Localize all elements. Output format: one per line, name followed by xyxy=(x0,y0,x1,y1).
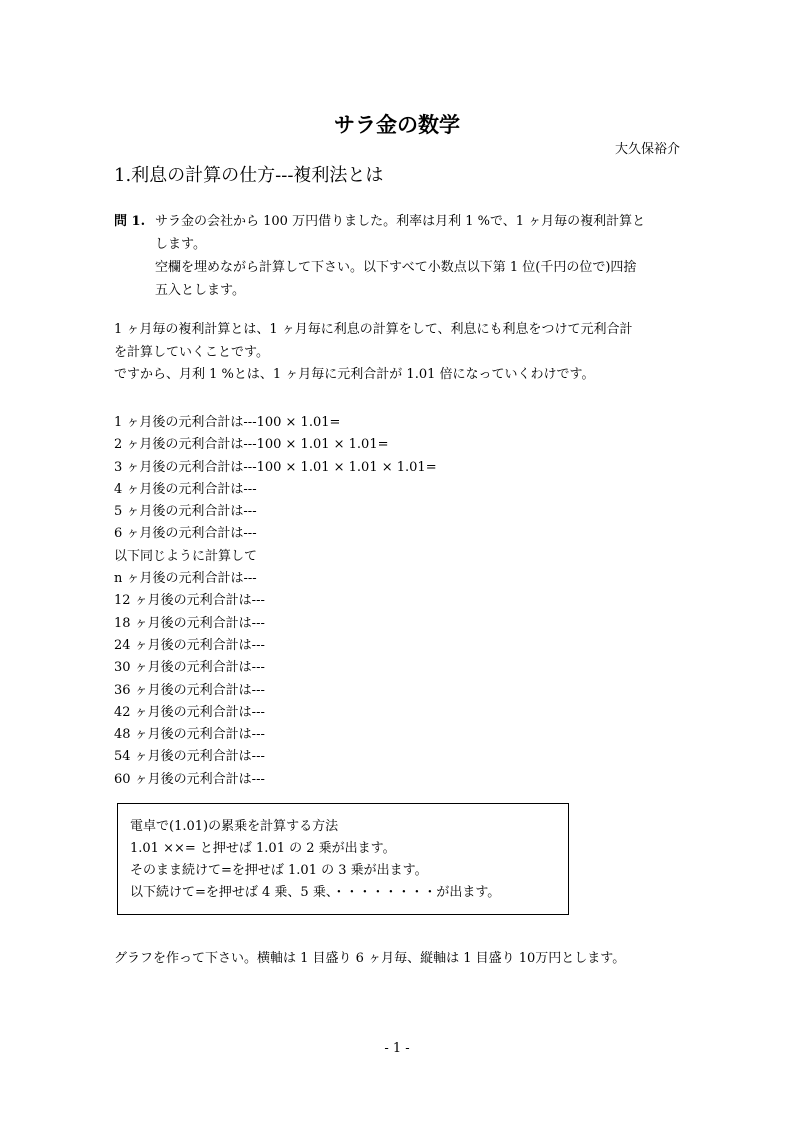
calculation-line: 24 ヶ月後の元利合計は--- xyxy=(114,637,265,653)
calculator-box-line: 電卓で(1.01)の累乗を計算する方法 xyxy=(130,819,339,834)
author-name: 大久保裕介 xyxy=(614,142,680,157)
calculation-line: 54 ヶ月後の元利合計は--- xyxy=(114,749,265,765)
calculation-line: 18 ヶ月後の元利合計は--- xyxy=(114,615,265,631)
document-title: サラ金の数学 xyxy=(334,112,460,137)
problem-body xyxy=(155,210,694,302)
calculation-line: 48 ヶ月後の元利合計は--- xyxy=(114,727,265,743)
calculator-method-box xyxy=(117,803,569,915)
problem-line: 五入とします。 xyxy=(155,283,245,298)
calculation-line: 30 ヶ月後の元利合計は--- xyxy=(114,660,265,676)
graph-instruction: グラフを作って下さい。横軸は 1 目盛り 6 ヶ月毎、縦軸は 1 目盛り 10万円とします。 xyxy=(114,951,626,966)
explanation-line: を計算していくことです。 xyxy=(114,344,269,360)
section-heading: 1.利息の計算の仕方---複利法とは xyxy=(114,165,384,186)
calculation-line: 42 ヶ月後の元利合計は--- xyxy=(114,704,265,720)
explanation-line: ですから、月利 1 %とは、1 ヶ月毎に元利合計が 1.01 倍になっていくわけです。 xyxy=(114,367,595,382)
calculation-line: 以下同じように計算して xyxy=(114,548,258,564)
calculation-line: 4 ヶ月後の元利合計は--- xyxy=(114,481,257,497)
calculation-line: 36 ヶ月後の元利合計は--- xyxy=(114,682,265,698)
calculation-line: 1 ヶ月後の元利合計は---100 × 1.01= xyxy=(114,415,341,430)
calculator-box-line: そのまま続けて=を押せば 1.01 の 3 乗が出ます。 xyxy=(130,863,428,878)
calculation-line: 60 ヶ月後の元利合計は--- xyxy=(114,771,265,787)
calculation-line: 12 ヶ月後の元利合計は--- xyxy=(114,593,265,609)
calculator-box-line: 1.01 ××= と押せば 1.01 の 2 乗が出ます。 xyxy=(130,841,396,856)
calculation-line: 2 ヶ月後の元利合計は---100 × 1.01 × 1.01= xyxy=(114,437,389,453)
problem-label: 問 1. xyxy=(114,214,146,229)
calculation-list xyxy=(114,412,694,791)
calculator-box-line: 以下続けて=を押せば 4 乗、5 乗、・・・・・・・・が出ます。 xyxy=(130,885,501,900)
calculation-line: 6 ヶ月後の元利合計は--- xyxy=(114,526,257,542)
calculation-line: 3 ヶ月後の元利合計は---100 × 1.01 × 1.01 × 1.01= xyxy=(114,459,437,475)
calculation-line: n ヶ月後の元利合計は--- xyxy=(114,571,257,587)
calculation-line: 5 ヶ月後の元利合計は--- xyxy=(114,504,257,520)
problem-line: サラ金の会社から 100 万円借りました。利率は月利 1 %で、1 ヶ月毎の複利計算と xyxy=(155,214,646,229)
problem-line: 空欄を埋めながら計算して下さい。以下すべて小数点以下第 1 位(千円の位で)四捨 xyxy=(155,260,637,275)
explanation-line: 1 ヶ月毎の複利計算とは、1 ヶ月毎に利息の計算をして、利息にも利息をつけて元利合計 xyxy=(114,322,633,337)
problem-line: します。 xyxy=(155,237,206,252)
explanation-paragraph xyxy=(114,319,694,387)
page-number: - 1 - xyxy=(384,1041,410,1056)
problem-1 xyxy=(114,210,694,302)
